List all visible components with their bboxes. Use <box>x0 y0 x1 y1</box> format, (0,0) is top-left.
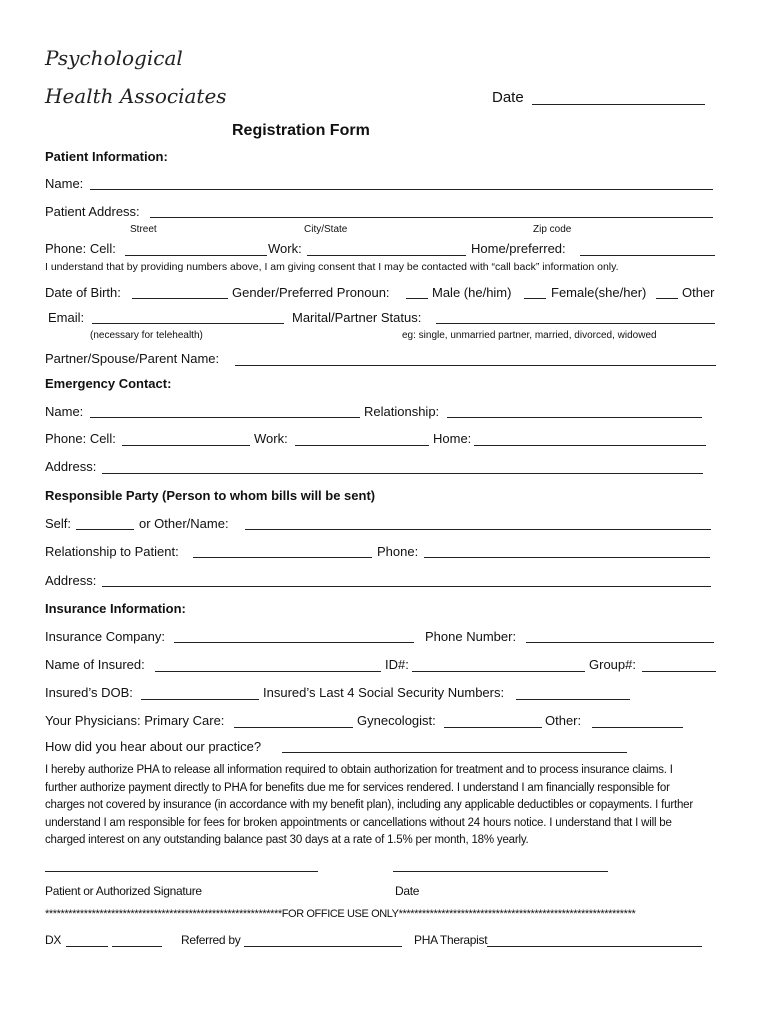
male-checkbox[interactable] <box>406 298 428 299</box>
responsible-phone-label: Phone: <box>377 544 419 559</box>
self-label: Self: <box>45 516 72 531</box>
marital-note: eg: single, unmarried partner, married, divorced, widowed <box>402 330 657 341</box>
email-label: Email: <box>48 310 85 325</box>
emergency-work-label: Work: <box>254 431 288 446</box>
insured-dob-label: Insured’s DOB: <box>45 685 133 700</box>
city-state-hint: City/State <box>304 224 348 235</box>
emergency-section-heading: Emergency Contact: <box>45 376 172 391</box>
signature-field[interactable] <box>45 871 318 872</box>
emergency-name-field[interactable] <box>90 417 360 418</box>
responsible-phone-field[interactable] <box>424 557 710 558</box>
referred-by-field[interactable] <box>244 946 402 947</box>
ssn-label: Insured’s Last 4 Social Security Numbers: <box>263 685 505 700</box>
female-option: Female(she/her) <box>551 285 647 300</box>
responsible-section-heading: Responsible Party (Person to whom bills will be sent) <box>45 488 376 503</box>
dx-field-1[interactable] <box>66 946 108 947</box>
self-field[interactable] <box>76 529 134 530</box>
relationship-to-patient-label: Relationship to Patient: <box>45 544 179 559</box>
emergency-cell-label: Phone: Cell: <box>45 431 116 446</box>
signature-label: Patient or Authorized Signature <box>45 884 202 898</box>
office-use-banner: *************************************************************FOR OFFICE USE ONLY************************************************************* <box>45 908 636 920</box>
emergency-home-field[interactable] <box>474 445 706 446</box>
header-date-label: Date <box>492 89 524 106</box>
patient-home-label: Home/preferred: <box>471 241 566 256</box>
responsible-address-label: Address: <box>45 573 97 588</box>
patient-address-field[interactable] <box>150 217 713 218</box>
insurance-section-heading: Insurance Information: <box>45 601 186 616</box>
primary-care-field[interactable] <box>234 727 353 728</box>
ssn-field[interactable] <box>516 699 630 700</box>
id-label: ID#: <box>385 657 409 672</box>
primary-care-label: Your Physicians: Primary Care: <box>45 713 225 728</box>
insurance-company-label: Insurance Company: <box>45 629 165 644</box>
insured-dob-field[interactable] <box>141 699 259 700</box>
gynecologist-field[interactable] <box>444 727 542 728</box>
partner-label: Partner/Spouse/Parent Name: <box>45 351 220 366</box>
patient-section-heading: Patient Information: <box>45 149 168 164</box>
emergency-address-label: Address: <box>45 459 97 474</box>
id-field[interactable] <box>412 671 585 672</box>
patient-phone-cell-label: Phone: Cell: <box>45 241 116 256</box>
insurance-phone-label: Phone Number: <box>425 629 517 644</box>
other-checkbox[interactable] <box>656 298 678 299</box>
emergency-home-label: Home: <box>433 431 472 446</box>
marital-field[interactable] <box>436 323 715 324</box>
patient-name-label: Name: <box>45 176 84 191</box>
signature-date-label: Date <box>395 884 420 898</box>
male-option: Male (he/him) <box>432 285 512 300</box>
emergency-cell-field[interactable] <box>122 445 250 446</box>
therapist-label: PHA Therapist <box>414 933 488 947</box>
responsible-address-field[interactable] <box>102 586 711 587</box>
gender-label: Gender/Preferred Pronoun: <box>232 285 390 300</box>
referral-question-label: How did you hear about our practice? <box>45 739 262 754</box>
dx-field-2[interactable] <box>112 946 162 947</box>
insured-name-label: Name of Insured: <box>45 657 145 672</box>
patient-work-label: Work: <box>268 241 302 256</box>
marital-label: Marital/Partner Status: <box>292 310 422 325</box>
logo-line-1: Psychological <box>45 46 183 70</box>
header-date-field[interactable] <box>532 104 705 105</box>
patient-name-field[interactable] <box>90 189 713 190</box>
referred-by-label: Referred by <box>181 933 241 947</box>
insurance-phone-field[interactable] <box>526 642 714 643</box>
insurance-company-field[interactable] <box>174 642 414 643</box>
other-physician-field[interactable] <box>592 727 683 728</box>
gynecologist-label: Gynecologist: <box>357 713 436 728</box>
patient-work-field[interactable] <box>307 255 466 256</box>
relationship-to-patient-field[interactable] <box>193 557 372 558</box>
emergency-name-label: Name: <box>45 404 84 419</box>
email-field[interactable] <box>92 323 284 324</box>
emergency-work-field[interactable] <box>295 445 429 446</box>
group-label: Group#: <box>589 657 636 672</box>
dob-field[interactable] <box>132 298 228 299</box>
therapist-field[interactable] <box>487 946 702 947</box>
form-title: Registration Form <box>232 122 370 139</box>
group-field[interactable] <box>642 671 716 672</box>
other-name-field[interactable] <box>245 529 711 530</box>
street-hint: Street <box>130 224 157 235</box>
patient-address-label: Patient Address: <box>45 204 140 219</box>
other-physician-label: Other: <box>545 713 582 728</box>
insured-name-field[interactable] <box>155 671 381 672</box>
female-checkbox[interactable] <box>524 298 546 299</box>
emergency-relationship-label: Relationship: <box>364 404 440 419</box>
emergency-address-field[interactable] <box>102 473 703 474</box>
other-option: Other <box>682 285 715 300</box>
signature-date-field[interactable] <box>393 871 608 872</box>
partner-field[interactable] <box>235 365 716 366</box>
emergency-relationship-field[interactable] <box>447 417 702 418</box>
authorization-text: I hereby authorize PHA to release all information required to obtain authorization for treatment and to process insurance claims. I further authorize payment directly to PHA for benefits due me for services rendered. I understand I am financially responsible for charges not covered by insurance (in accordance with my benefit plan), including any applicable deductibles or copayments. I further understand I am responsible for fees for broken appointments or cancellations without 24 hours notice. I understand that I will be charged interest on any outstanding balance past 30 days at a rate of 1.5% per month, 18% yearly. <box>45 764 694 846</box>
dob-label: Date of Birth: <box>45 285 121 300</box>
consent-note: I understand that by providing numbers above, I am giving consent that I may be contacted with “call back” information only. <box>45 261 619 273</box>
zip-hint: Zip code <box>533 224 572 235</box>
logo-line-2: Health Associates <box>45 84 227 108</box>
other-name-label: or Other/Name: <box>139 516 229 531</box>
patient-home-field[interactable] <box>580 255 715 256</box>
email-note: (necessary for telehealth) <box>90 330 203 341</box>
patient-cell-field[interactable] <box>125 255 267 256</box>
dx-label: DX <box>45 933 62 947</box>
referral-question-field[interactable] <box>282 752 627 753</box>
